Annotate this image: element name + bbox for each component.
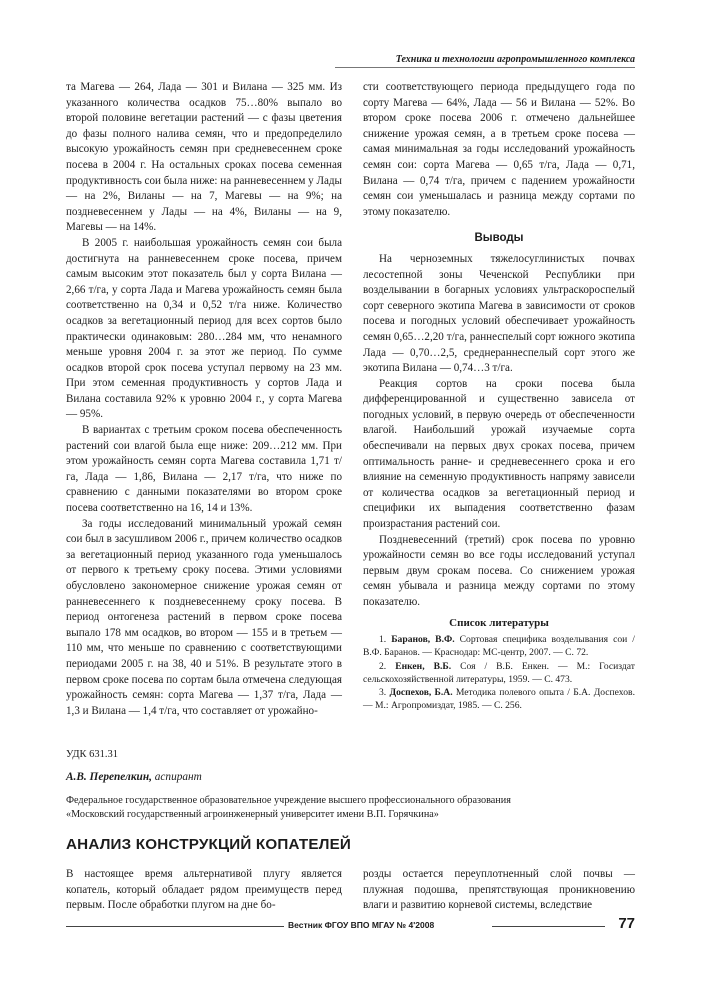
reference-author: Енкен, В.Б.	[395, 660, 452, 672]
article-title: АНАЛИЗ КОНСТРУКЦИЙ КОПАТЕЛЕЙ	[66, 836, 352, 853]
article-body-left	[66, 867, 342, 914]
footer-rule-left	[66, 926, 284, 927]
article-body-right-text: розды остается переуплотненный слой почвы — плужная подошва, препятствующая проникновению влаги и развитию корневой системы, вследствие	[363, 868, 635, 912]
article-body-right	[363, 867, 635, 914]
author-line	[66, 771, 202, 783]
references-heading: Список литературы	[449, 616, 549, 629]
footer-rule-right	[492, 926, 605, 927]
left-paragraph-3: В вариантах с третьим сроком посева обеспеченность растений сои влагой была еще ниже: 209…212 мм. При этом урожайность семян сорта Магева составила 1,71 т/га, Лада — 1,86, Вилана — 2,17 т/га, что ниже по сравнению с данными показателями во втором сроке посева соответственно на 16, 14 и 13%.	[66, 424, 342, 515]
reference-author: Доспехов, Б.А.	[389, 687, 453, 698]
reference-author: Баранов, В.Ф.	[391, 634, 455, 646]
reference-text: Соя / В.Б. Енкен. — М.: Госиздат сельскохозяйственной литературы, 1959. — С. 473.	[363, 660, 635, 685]
right-paragraph-3: Реакция сортов на сроки посева была дифференцированной и существенно зависела от погодных условий, в первую очередь от обеспеченности влагой. Наибольший урожай изучаемые сорта обеспечивали на первых двух сроках посева, причем оптимальность ранне- и средневесеннего срока и его влияние на семенную продуктивность напряму зависели от количества осадков за вегетационный период и специфики их выпадения соответственно фазам произрастания растений сои.	[363, 377, 635, 531]
page-number: 77	[618, 915, 635, 932]
running-head-rule	[335, 67, 635, 68]
left-paragraph-4: За годы исследований минимальный урожай семян сои был в засушливом 2006 г., причем количество осадков за вегетационный период указанного года уменьшалось от первого к третьему сроку посева. Этими условиями обусловлено закономерное снижение урожая семян от ранневесеннего к поздневесеннему сроку посева. В период онтогенеза растений в первом сроке посева выпало 178 мм осадков, во втором — 155 и в третьем — 110 мм, что меньше по сравнению с соответствующими периодами 2005 г. на 38, 40 и 51%. В результате этого в первом сроке посева по сортам была отмечена следующая урожайность семян: сорта Магева — 1,37 т/га, Лада — 1,3 и Вилана — 1,4 т/га, что составляет от урожайно-	[66, 517, 342, 717]
right-paragraph-4: Поздневесенний (третий) срок посева по уровню урожайности семян во все годы исследований уступал первым двум срокам посева. Со снижением урожая семян убывала и разница между сортами по этому показателю.	[363, 533, 635, 608]
running-head-title: Техника и технологии агропромышленного комплекса	[395, 54, 635, 65]
reference-number: 3.	[379, 687, 387, 698]
reference-item	[363, 633, 635, 659]
affiliation-line-2: «Московский государственный агроинженерный университет имени В.П. Горячкина»	[66, 808, 439, 820]
right-paragraph-1: сти соответствующего периода предыдущего года по сорту Магева — 64%, Лада — 56 и Вилана — 52%. Во втором сроке посева 2006 г. отмечено дальнейшее снижение урожая семян, а в третьем сроке посева — самая минимальная за годы исследований урожайность семян сои: сорта Магева — 0,65 т/га, Лада — 0,71, Вилана — 0,74 т/га, причем с падением урожайности семян сои уменьшалась и разница между сортами по этому показателю.	[363, 81, 635, 218]
right-column	[363, 80, 635, 712]
affiliation	[66, 794, 646, 821]
left-column	[66, 80, 342, 719]
reference-text: Методика полевого опыта / Б.А. Доспехов. — М.: Агропромиздат, 1985. — С. 256.	[363, 687, 635, 712]
author-role: аспирант	[154, 771, 202, 783]
reference-text: Сортовая специфика возделывания сои / В.Ф. Баранов. — Краснодар: МС-центр, 2007. — С. 72.	[363, 634, 635, 659]
right-paragraph-2: На черноземных тяжелосуглинистых почвах лесостепной зоны Чеченской Республики при возделывании в богарных условиях ультраскороспелый сорт северного экотипа Магева в зависимости от сроков посева и погодных условий обеспечивает урожайность семян 0,65…2,20 т/га, раннеспелый сорт южного экотипа Лада — 0,70…2,5, среднераннеспелый сорт этого же экотипа Вилана — 0,74…3 т/га.	[363, 252, 635, 375]
left-paragraph-1: та Магева — 264, Лада — 301 и Вилана — 325 мм. Из указанного количества осадков 75…80% выпало во второй половине вегетации растений — с фазы цветения до фазы полного налива семян, что и предопределило высокую урожайность семян при средневесеннем сроке посева в 2004 г. На остальных сроках посева семенная продуктивность сои была ниже: на ранневесеннем у Лады — на 2%, Виланы — на 7, Магевы — на 9%; на поздневесеннем у Лады — на 4%, Виланы — на 9, Магевы — на 14%.	[66, 81, 342, 234]
reference-item	[363, 660, 635, 686]
footer-journal: Вестник ФГОУ ВПО МГАУ № 4'2008	[288, 920, 435, 930]
reference-number: 1.	[379, 634, 387, 646]
reference-item	[363, 686, 635, 712]
page-footer	[66, 917, 635, 937]
author-name: А.В. Перепелкин,	[66, 771, 152, 783]
udk-code: УДК 631.31	[66, 749, 119, 760]
conclusions-heading: Выводы	[474, 232, 524, 245]
left-paragraph-2: В 2005 г. наибольшая урожайность семян сои была достигнута на ранневесеннем сроке посева, причем самым высоким этот показатель был у сорта Вилана — 2,66 т/га, у сорта Лада и Магева урожайность семян была соответственно на 0,34 и 0,52 т/га ниже. Количество осадков за вегетационный период для всех сортов было практически одинаковым: 280…284 мм, что ненамного меньше уровня 2004 г. за этот же период. По сумме осадков второй срок посева уступал первому на 23 мм. При этом семенная продуктивность у сортов Лада и Вилана составила 92% к уровню 2004 г., у сорта Магева — 95%.	[66, 236, 342, 421]
running-head	[335, 54, 635, 68]
affiliation-line-1: Федеральное государственное образовательное учреждение высшего профессионального образования	[66, 795, 511, 806]
article-body-left-text: В настоящее время альтернативой плугу является копатель, который обладает рядом преимуществ перед первым. После обработки плугом на дне бо-	[66, 868, 342, 912]
reference-number: 2.	[379, 660, 387, 672]
